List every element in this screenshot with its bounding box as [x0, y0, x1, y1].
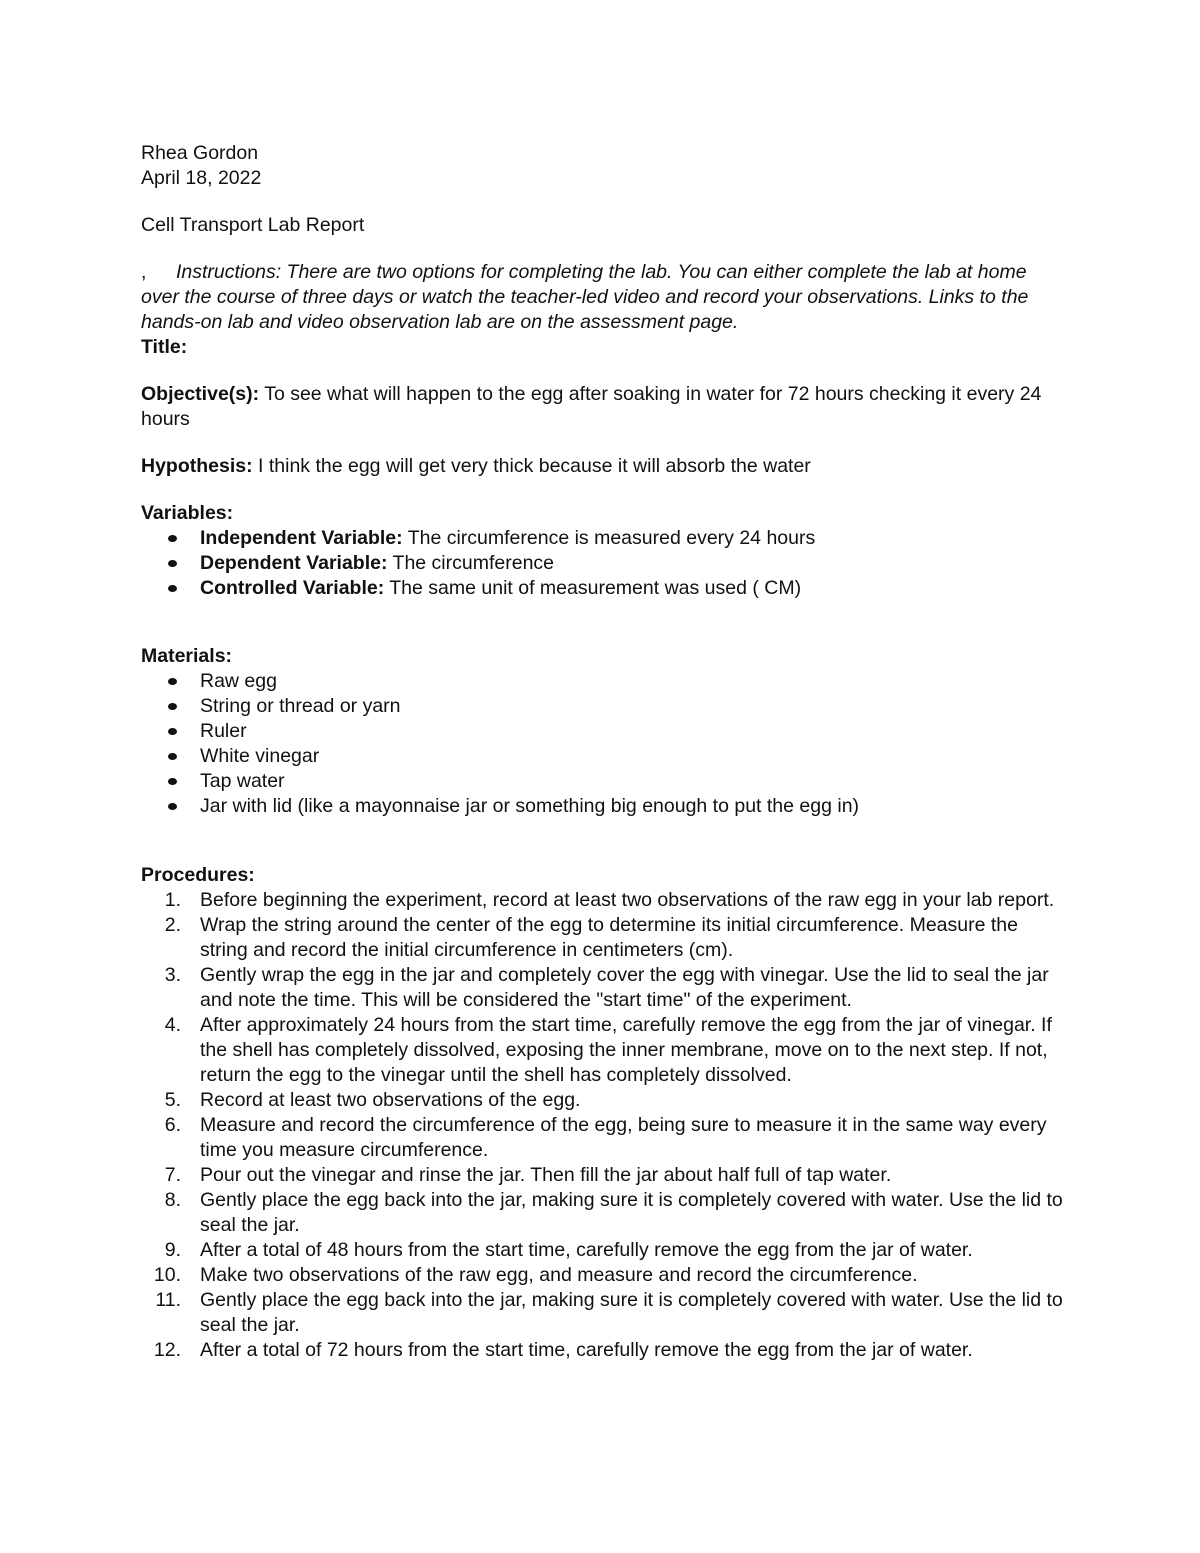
step-text: Wrap the string around the center of the egg to determine its initial circumference. Measure the string and record the initial circumference in centimeters (cm).	[200, 914, 1018, 961]
step-number: 10.	[153, 1264, 181, 1286]
step-number: 1.	[164, 889, 181, 911]
procedure-step	[141, 1288, 1066, 1338]
step-number: 6.	[164, 1114, 181, 1136]
document-body	[141, 141, 1066, 1363]
variable-item-independent	[141, 526, 1066, 551]
step-number: 12.	[153, 1339, 181, 1361]
step-text: Record at least two observations of the egg.	[200, 1089, 581, 1111]
variable-text: The circumference is measured every 24 hours	[402, 527, 816, 549]
list-item: Tap water	[141, 769, 1066, 794]
list-item: White vinegar	[141, 744, 1066, 769]
spacer	[141, 841, 1066, 863]
spacer	[141, 238, 1066, 260]
step-number: 2.	[164, 914, 181, 936]
title-label-text: Title:	[141, 336, 188, 358]
instructions-text: Instructions: There are two options for completing the lab. You can either complete the lab at home over the course of three days or watch the teacher-led video and record your observations. Links to the hands-on lab and video observation lab are on the assessment page.	[141, 261, 1029, 333]
step-number: 4.	[164, 1014, 181, 1036]
materials-heading	[141, 644, 1066, 669]
procedures-heading-text: Procedures:	[141, 864, 255, 886]
instructions-mark: ,	[141, 261, 147, 283]
report-title: Cell Transport Lab Report	[141, 214, 365, 236]
procedure-step	[141, 1013, 1066, 1088]
hypothesis-section	[141, 454, 1066, 479]
variable-label: Controlled Variable:	[200, 577, 385, 599]
step-text: Measure and record the circumference of the egg, being sure to measure it in the same way every time you measure circumference.	[200, 1114, 1047, 1161]
hypothesis-label: Hypothesis:	[141, 455, 253, 477]
procedure-step	[141, 888, 1066, 913]
variable-text: The same unit of measurement was used ( CM)	[384, 577, 802, 599]
procedure-step	[141, 913, 1066, 963]
objective-section	[141, 382, 1066, 432]
step-text: Gently place the egg back into the jar, making sure it is completely covered with water. Use the lid to seal the jar.	[200, 1189, 1063, 1236]
step-number: 11.	[155, 1289, 181, 1311]
step-text: Pour out the vinegar and rinse the jar. Then fill the jar about half full of tap water.	[200, 1164, 892, 1186]
step-number: 3.	[164, 964, 181, 986]
procedure-step	[141, 1238, 1066, 1263]
variables-list	[141, 526, 1066, 601]
spacer	[141, 623, 1066, 644]
spacer	[141, 819, 1066, 841]
procedure-step	[141, 963, 1066, 1013]
procedure-step	[141, 1163, 1066, 1188]
procedures-heading	[141, 863, 1066, 888]
materials-heading-text: Materials:	[141, 645, 233, 667]
step-number: 8.	[164, 1189, 181, 1211]
variables-heading	[141, 501, 1066, 526]
variable-label: Dependent Variable:	[200, 552, 388, 574]
spacer	[141, 191, 1066, 213]
objective-label: Objective(s):	[141, 383, 260, 405]
step-text: Make two observations of the raw egg, and measure and record the circumference.	[200, 1264, 918, 1286]
procedure-step	[141, 1338, 1066, 1363]
materials-list	[141, 669, 1066, 819]
spacer	[141, 601, 1066, 623]
list-item: String or thread or yarn	[141, 694, 1066, 719]
title-label	[141, 335, 1066, 360]
list-item: Raw egg	[141, 669, 1066, 694]
step-text: After a total of 72 hours from the start time, carefully remove the egg from the jar of water.	[200, 1339, 973, 1361]
procedure-step	[141, 1088, 1066, 1113]
author-name: Rhea Gordon	[141, 142, 259, 164]
procedure-step	[141, 1263, 1066, 1288]
step-text: Gently place the egg back into the jar, making sure it is completely covered with water. Use the lid to seal the jar.	[200, 1289, 1063, 1336]
procedures-list	[141, 888, 1066, 1363]
hypothesis-text: I think the egg will get very thick because it will absorb the water	[252, 455, 811, 477]
instructions-paragraph	[141, 260, 1066, 335]
list-item: Jar with lid (like a mayonnaise jar or something big enough to put the egg in)	[141, 794, 1066, 819]
step-text: Before beginning the experiment, record at least two observations of the raw egg in your lab report.	[200, 889, 1055, 911]
step-text: After approximately 24 hours from the start time, carefully remove the egg from the jar of vinegar. If the shell has completely dissolved, exposing the inner membrane, move on to the next step. If not, return the egg to the vinegar until the shell has completely dissolved.	[200, 1014, 1052, 1086]
step-number: 7.	[164, 1164, 181, 1186]
variable-text: The circumference	[387, 552, 555, 574]
procedure-step	[141, 1188, 1066, 1238]
list-item: Ruler	[141, 719, 1066, 744]
spacer	[141, 479, 1066, 501]
step-text: Gently wrap the egg in the jar and completely cover the egg with vinegar. Use the lid to seal the jar and note the time. This will be considered the "start time" of the experiment.	[200, 964, 1049, 1011]
procedure-step	[141, 1113, 1066, 1163]
variables-heading-text: Variables:	[141, 502, 234, 524]
variable-item-dependent	[141, 551, 1066, 576]
step-number: 9.	[164, 1239, 181, 1261]
step-text: After a total of 48 hours from the start time, carefully remove the egg from the jar of water.	[200, 1239, 973, 1261]
objective-text: To see what will happen to the egg after soaking in water for 72 hours checking it every 24 hours	[141, 383, 1042, 430]
variable-item-controlled	[141, 576, 1066, 601]
variable-label: Independent Variable:	[200, 527, 403, 549]
spacer	[141, 432, 1066, 454]
step-number: 5.	[164, 1089, 181, 1111]
report-date: April 18, 2022	[141, 167, 262, 189]
spacer	[141, 360, 1066, 382]
